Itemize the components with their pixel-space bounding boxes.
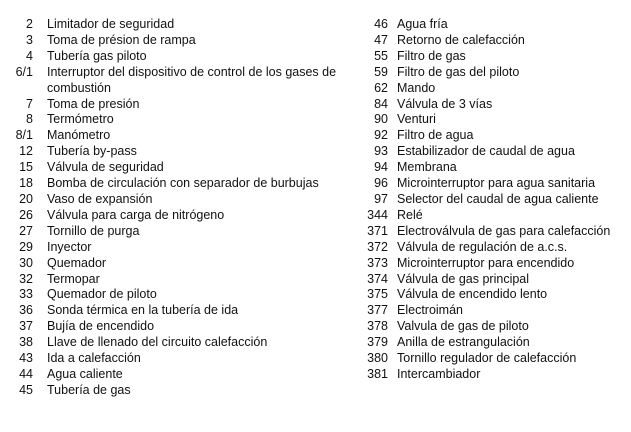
item-number: 46 [374,17,388,31]
item-label: Venturi [397,112,436,127]
legend-item [360,319,631,335]
item-label: Tornillo regulador de calefacción [397,351,577,366]
item-label: Válvula de seguridad [47,160,164,175]
legend-item [0,335,360,351]
item-label: Filtro de gas del piloto [397,64,520,79]
item-number: 93 [374,144,388,159]
legend-item [0,97,360,113]
item-label: Microinterruptor para agua sanitaria [397,176,596,191]
item-label: Manómetro [47,128,111,143]
item-number: 374 [367,271,388,286]
legend-item [0,33,360,49]
legend-item [360,208,631,224]
item-label: Termómetro [47,112,114,127]
item-number: 62 [374,80,388,95]
legend-item [360,81,631,97]
legend-item [0,367,360,383]
legend-item [360,97,631,113]
item-label: Válvula para carga de nitrógeno [47,207,225,222]
item-number: 375 [367,287,388,302]
item-number: 378 [367,319,388,334]
item-label: Mando [397,80,436,95]
item-label: Electroimán [397,303,463,318]
item-label: Toma de présion de rampa [47,32,196,47]
item-number: 380 [367,351,388,366]
legend-item [360,160,631,176]
item-label: Válvula de 3 vías [397,96,493,111]
item-number: 15 [19,160,33,175]
item-number: 84 [374,96,388,111]
item-label: Tubería by-pass [47,144,137,159]
legend-column-left [0,17,360,399]
item-number: 92 [374,128,388,143]
item-number: 379 [367,335,388,350]
legend-item [0,208,360,224]
legend-item [0,192,360,208]
legend-item [0,287,360,303]
item-label: Válvula de gas principal [397,271,530,286]
item-number: 90 [374,112,388,127]
item-label: Válvula de regulación de a.c.s. [397,239,568,254]
item-label: Selector del caudal de agua caliente [397,191,599,206]
item-number: 55 [374,48,388,63]
item-label: Limitador de seguridad [47,17,175,31]
item-label: Estabilizador de caudal de agua [397,144,575,159]
item-number: 38 [19,335,33,350]
item-label: Membrana [397,160,457,175]
legend-item [0,303,360,319]
item-label: Valvula de gas de piloto [397,319,529,334]
item-number: 43 [19,351,33,366]
legend-item [360,351,631,367]
item-number: 96 [374,176,388,191]
item-label: Válvula de encendido lento [397,287,548,302]
item-number: 2 [26,17,33,31]
item-number: 33 [19,287,33,302]
parts-legend [0,17,631,417]
legend-item [0,224,360,240]
legend-item [360,144,631,160]
item-label: Tubería gas piloto [47,48,147,63]
legend-item [0,351,360,367]
item-number: 26 [19,207,33,222]
legend-item [0,160,360,176]
item-label: Sonda térmica en la tubería de ida [47,303,239,318]
item-label: Electroválvula de gas para calefacción [397,223,611,238]
item-number: 8 [26,112,33,127]
legend-item [360,303,631,319]
item-number: 30 [19,255,33,270]
legend-item [0,128,360,144]
item-number: 27 [19,223,33,238]
item-label: Ida a calefacción [47,351,141,366]
item-number: 47 [374,32,388,47]
item-number: 20 [19,191,33,206]
item-number: 344 [367,207,388,222]
item-number: 59 [374,64,388,79]
legend-item [360,287,631,303]
legend-item [0,65,360,97]
legend-item [0,383,360,399]
item-label: Termopar [47,271,100,286]
item-label: Microinterruptor para encendido [397,255,575,270]
item-label: Intercambiador [397,366,481,381]
item-label: Agua fría [397,17,448,31]
legend-item [360,224,631,240]
legend-item [360,176,631,192]
legend-item [0,144,360,160]
legend-item [0,176,360,192]
item-number: 7 [26,96,33,111]
item-number: 8/1 [15,128,33,143]
item-number: 381 [367,366,388,381]
item-label: Filtro de agua [397,128,474,143]
legend-item [360,367,631,383]
legend-item [360,272,631,288]
item-label: Llave de llenado del circuito calefacción [47,335,268,350]
item-number: 37 [19,319,33,334]
item-number: 3 [26,32,33,47]
item-number: 4 [26,48,33,63]
legend-item [360,17,631,33]
item-label: Filtro de gas [397,48,466,63]
item-number: 44 [19,366,33,381]
item-number: 373 [367,255,388,270]
legend-item [0,49,360,65]
legend-item [360,49,631,65]
item-label: Retorno de calefacción [397,32,525,47]
item-label: Tubería de gas [47,382,131,397]
legend-item [0,272,360,288]
legend-item [0,240,360,256]
item-label: Vaso de expansión [47,191,153,206]
legend-item [360,33,631,49]
item-label: Relé [397,207,423,222]
item-number: 29 [19,239,33,254]
legend-column-right [360,17,631,383]
legend-item [360,128,631,144]
item-label: Inyector [47,239,92,254]
item-number: 36 [19,303,33,318]
item-label: Bujía de encendido [47,319,155,334]
item-label: Bomba de circulación con separador de burbujas [47,176,319,191]
item-number: 6/1 [15,64,33,79]
item-number: 18 [19,176,33,191]
item-label: Tornillo de purga [47,223,140,238]
legend-item [360,192,631,208]
item-number: 377 [367,303,388,318]
legend-item [0,256,360,272]
legend-item [360,65,631,81]
legend-item [360,335,631,351]
legend-item [360,256,631,272]
legend-item [0,112,360,128]
item-number: 45 [19,382,33,397]
item-label: Interruptor del dispositivo de control de los gases de combustión [47,64,337,95]
item-number: 97 [374,191,388,206]
item-label: Quemador de piloto [47,287,157,302]
item-label: Agua caliente [47,366,123,381]
item-number: 371 [367,223,388,238]
item-label: Quemador [47,255,107,270]
legend-item [0,319,360,335]
item-label: Anilla de estrangulación [397,335,530,350]
item-number: 32 [19,271,33,286]
item-number: 94 [374,160,388,175]
item-label: Toma de presión [47,96,140,111]
legend-item [360,112,631,128]
legend-item [360,240,631,256]
item-number: 12 [19,144,33,159]
legend-item [0,17,360,33]
item-number: 372 [367,239,388,254]
